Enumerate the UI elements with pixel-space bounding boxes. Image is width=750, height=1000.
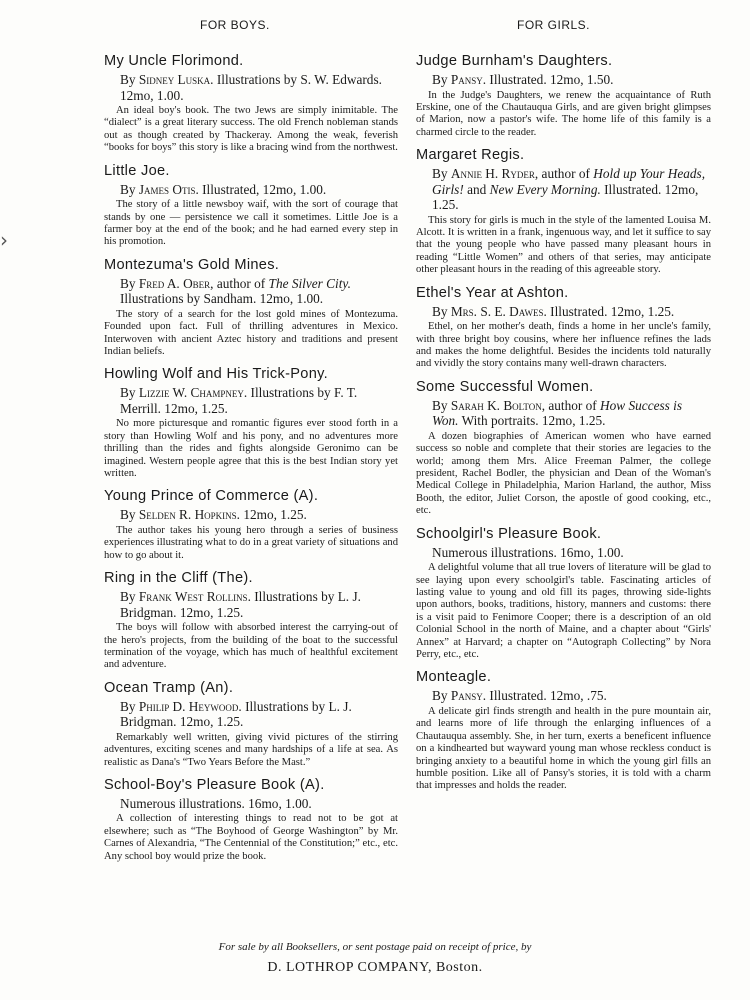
book-description: The story of a little newsboy waif, with the sort of courage that stands by one — persistence we call it sometimes. Little Joe is a farmer boy at the end of the book; and he had earned every step in his promotion. [104, 199, 398, 248]
book-details: Illustrations by L. J. Bridgman. 12mo, 1.25. [120, 589, 361, 620]
book-description: A delicate girl finds strength and health in the pure mountain air, and learns more of life through the enlarging influences of a Chautauqua assembly. She, in her turn, exerts a beneficent influence on a kindhearted but wayward young man whose reckless conduct is bringing anxiety to a beautiful home in which the young girl fills an humble position. Like all of Pansy's stories, it is told with a charm that impresses and holds the reader. [416, 705, 711, 792]
book-description: An ideal boy's book. The two Jews are simply inimitable. The “dialect” is a great literary success. The old French nobleman stands out as though created by Thackeray. Among the weak, feverish “books for boys” this story is like a bracing wind from the northwest. [104, 105, 398, 154]
book-entry [104, 679, 398, 769]
by-prefix: By [432, 397, 451, 413]
book-title: Judge Burnham's Daughters. [416, 53, 613, 69]
book-title: Montezuma's Gold Mines. [104, 256, 280, 273]
book-title: Schoolgirl's Pleasure Book. [416, 525, 602, 542]
book-details: Illustrated, 12mo, 1.00. [202, 181, 327, 197]
book-title: Little Joe. [104, 162, 170, 179]
book-entry [104, 365, 398, 480]
book-details: Illustrated. 12mo, .75. [489, 688, 607, 704]
book-byline [104, 182, 398, 198]
book-byline [416, 688, 711, 704]
book-entry [104, 776, 398, 863]
book-byline [416, 72, 711, 88]
book-description: A dozen biographies of American women who have earned success so noble and complete that their stories are legacies to the world; among them Mrs. Alice Freeman Palmer, the college president, Rachel Bodler, the physician and Dean of the Woman's Medical College in Philadelphia, Marion Harland, the author, Miss Booth, the editor, Juliet Corson, the apostle of good cooking, etc., etc. [416, 430, 711, 517]
by-prefix: By [120, 507, 139, 523]
book-title: Howling Wolf and His Trick-Pony. [104, 366, 328, 383]
book-entry [416, 146, 711, 277]
author-name: Philip D. Heywood. [138, 698, 242, 714]
book-details: Illustrations by F. T. Merrill. 12mo, 1.25. [120, 385, 358, 416]
book-byline [416, 398, 711, 429]
book-details: Illustrations by S. W. Edwards. 12mo, 1.00. [120, 72, 382, 103]
book-details: Illustrated. 12mo, 1.25. [432, 181, 699, 213]
book-description: No more picturesque and romantic figures ever stood forth in a story than Howling Wolf and his pony, and no adventures more thrilling than the rides and fights alongside Geronimo can be imagined. Western people agree that this is the best Indian story yet written. [104, 418, 398, 479]
author-name: Annie H. Ryder, [450, 166, 539, 182]
book-details: 12mo, 1.25. [243, 507, 307, 523]
book-description: A delightful volume that all true lovers of literature will be glad to see laying upon every schoolgirl's table. Fascinating articles of lasting value to young and old fill its pages, throwing side-lights upon authors, books, traditions, history, manners and customs: there is a visit paid to Fenimore Cooper; there is a description of an old Colonial School in the north of Maine, and a chapter about “Girls' Annex” at Harvard; a chapter on “Autograph Collecting” by Nora Perry, etc., etc. [416, 562, 711, 660]
author-name: Frank West Rollins. [138, 589, 251, 605]
byline-text: author of [541, 166, 594, 182]
book-title: Young Prince of Commerce (A). [104, 488, 319, 505]
header-for-boys: FOR BOYS. [200, 18, 270, 32]
book-entry [416, 52, 711, 139]
author-name: Mrs. S. E. Dawes. [450, 303, 547, 319]
book-entry [416, 668, 711, 792]
author-name: Selden R. Hopkins. [138, 507, 241, 523]
book-title: School-Boy's Pleasure Book (A). [104, 776, 325, 793]
by-prefix: By [120, 181, 139, 197]
book-description: Ethel, on her mother's death, finds a home in her uncle's family, with three bright boy cousins, where her influence refines the lads and makes the home delightful. Besides the incidents told naturally and vividly the story contains many well-drawn characters. [416, 321, 711, 370]
book-entry [104, 569, 398, 672]
by-prefix: By [120, 275, 139, 291]
book-details: Numerous illustrations. 16mo, 1.00. [120, 795, 312, 811]
book-byline [416, 545, 711, 561]
book-entry [416, 284, 711, 371]
footer-note: For sale by all Booksellers, or sent postage paid on receipt of price, by [218, 941, 532, 953]
author-name: Pansy. [450, 688, 487, 704]
book-title: My Uncle Florimond. [104, 53, 244, 69]
book-details: Illustrations by L. J. Bridgman. 12mo, 1.25. [120, 698, 352, 730]
by-prefix: By [432, 72, 451, 87]
book-entry [104, 162, 398, 249]
byline-work-title: The Silver City. [268, 275, 351, 291]
author-name: Sidney Luska. [138, 72, 214, 87]
author-name: Pansy. [450, 72, 487, 87]
byline-work-title: How Success is Won. [432, 397, 683, 429]
book-details: Illustrated. 12mo, 1.25. [550, 303, 675, 319]
author-name: James Otis. [138, 181, 199, 197]
book-byline [104, 385, 398, 416]
byline-text: and [463, 181, 490, 197]
book-title: Ring in the Cliff (The). [104, 570, 253, 587]
by-prefix: By [432, 303, 451, 319]
book-title: Ocean Tramp (An). [104, 679, 234, 696]
by-prefix: By [120, 698, 139, 714]
by-prefix: By [432, 166, 451, 182]
book-details: Numerous illustrations. 16mo, 1.00. [432, 544, 624, 560]
byline-text: author of [216, 275, 269, 291]
book-entry [104, 256, 398, 359]
byline-work-title: Hold up Your Heads, Girls! [432, 166, 706, 197]
book-byline [104, 589, 398, 620]
book-entry [416, 378, 711, 518]
book-description: This story for girls is much in the style of the lamented Louisa M. Alcott. It is written in a frank, ingenuous way, and let it suffice to say that the young people who have passed many pleasant hours in reading “Little Women” and others of that series, may anticipate other pleasant hours in the reading of this agreeable story. [416, 214, 711, 276]
girls-column [416, 52, 711, 800]
book-entry [104, 487, 398, 562]
book-byline [104, 276, 398, 307]
book-description: The story of a search for the lost gold mines of Montezuma. Founded upon fact. Full of thrilling adventures in Mexico. Interwoven with ancient Aztec history and traditions and present Indian beliefs. [104, 308, 398, 357]
book-title: Some Successful Women. [416, 378, 594, 395]
byline-text: author of [548, 397, 601, 413]
boys-column [104, 52, 398, 870]
book-description: A collection of interesting things to read not to be got at elsewhere; such as “The Boyhood of George Washington” by Mr. Carnes of Alexandria, “The Centennial of the Constitution;” etc., etc. Any school boy would prize the book. [104, 813, 398, 862]
book-description: Remarkably well written, giving vivid pictures of the stirring adventures, exciting scenes and many hardships of a life at sea. As realistic as Dana's “Two Years Before the Mast.” [104, 731, 398, 768]
book-byline [104, 699, 398, 730]
by-prefix: By [120, 589, 139, 605]
book-byline [416, 166, 711, 213]
by-prefix: By [432, 688, 451, 704]
author-name: Sarah K. Bolton, [450, 397, 546, 413]
book-entry [104, 52, 398, 155]
book-byline [104, 796, 398, 812]
book-title: Ethel's Year at Ashton. [416, 284, 569, 301]
book-title: Monteagle. [416, 669, 492, 686]
book-title: Margaret Regis. [416, 147, 525, 164]
book-description: In the Judge's Daughters, we renew the acquaintance of Ruth Erskine, one of the Chautauqua Girls, and are given bright glimpses of Marion, now a pastor's wife. The home life of this family is a charmed circle to the reader. [416, 89, 711, 138]
header-for-girls: FOR GIRLS. [517, 18, 591, 32]
book-description: The boys will follow with absorbed interest the carrying-out of the hero's projects, from the building of the boat to the successful termination of the voyage, which has much of healthful excitement and adventure. [104, 622, 398, 671]
footer-publisher: D. LOTHROP COMPANY, Boston. [267, 960, 483, 975]
byline-work-title: New Every Morning. [489, 181, 601, 197]
book-details: Illustrated. 12mo, 1.50. [489, 72, 614, 87]
book-byline [104, 507, 398, 523]
book-byline [416, 304, 711, 320]
book-entry [416, 525, 711, 662]
by-prefix: By [120, 72, 139, 87]
book-details: With portraits. 12mo, 1.25. [458, 413, 606, 429]
by-prefix: By [120, 385, 139, 401]
book-description: The author takes his young hero through a series of business experiences illustrating what to do in a great variety of situations and how to go about it. [104, 524, 398, 561]
author-name: Fred A. Ober, [138, 275, 214, 291]
author-name: Lizzie W. Champney. [138, 385, 248, 401]
margin-chevron-icon: › [0, 228, 8, 252]
book-details: Illustrations by Sandham. 12mo, 1.00. [120, 291, 324, 307]
book-byline [104, 72, 398, 103]
